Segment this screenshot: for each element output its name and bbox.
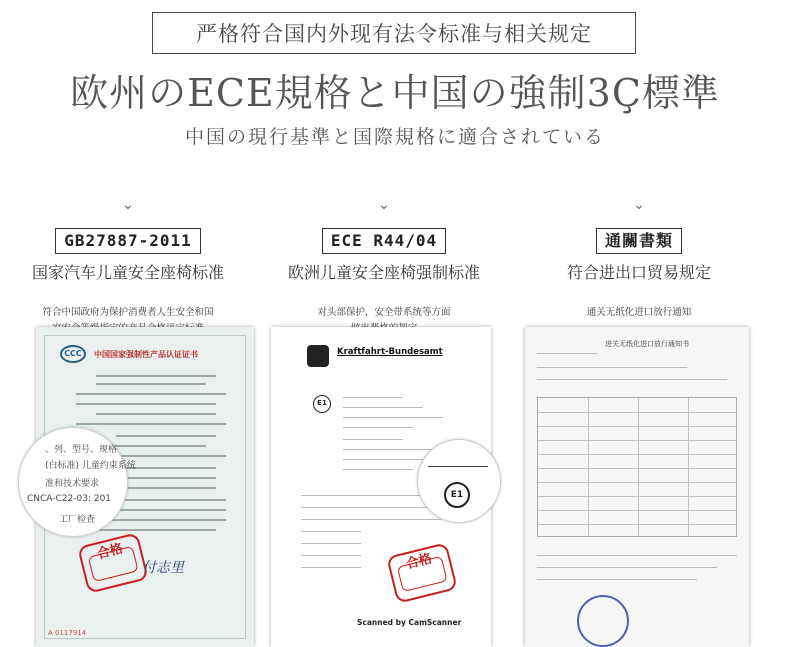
authority-name: Kraftfahrt-Bundesamt [337, 347, 443, 357]
scanner-watermark: Scanned by CamScanner [357, 618, 462, 627]
ece-certificate-image [271, 327, 491, 647]
chevron-down-icon: ⌄ [378, 197, 390, 213]
ccc-certificate-image [27, 327, 254, 647]
signature: 付志里 [142, 560, 184, 576]
standard-name: 欧洲儿童安全座椅强制标准 [287, 263, 480, 282]
serial-number: A 0117914 [48, 629, 87, 637]
magnifier-circle: 、列、型号、规格 (白标准) 儿童约束系统 准和技术要求 CNCA-C22-03: 201 工厂检查 [18, 427, 128, 537]
page-subline: 中国の現行基準と国際規格に適合されている [184, 126, 605, 148]
chevron-down-icon: ⌄ [122, 197, 134, 213]
page-headline: 欧州のECE規格と中国の強制3Ç標準 [70, 71, 720, 115]
standard-description: 对头部保护，安全带系统等方面 [317, 307, 451, 318]
e1-mark-icon: E1 [444, 482, 470, 508]
ccc-logo-icon: CCC [60, 345, 86, 363]
standard-code-badge: ECE R44/04 [322, 228, 446, 254]
pass-stamp: 合格 [77, 532, 149, 594]
customs-notice-image [525, 327, 749, 647]
certificate-title: 中国国家强制性产品认证证书 [94, 350, 198, 359]
notice-table [537, 397, 737, 537]
chevron-down-icon: ⌄ [633, 197, 645, 213]
standard-description: 通关无纸化进口放行通知 [586, 307, 692, 318]
standard-description: 符合中国政府为保护消费者人生安全和国 [42, 307, 214, 318]
e1-mark-icon: E1 [313, 395, 331, 413]
standard-code-badge: 通關書類 [596, 228, 682, 254]
magnifier-circle [417, 439, 501, 523]
pass-stamp: 合格 [386, 542, 458, 604]
standard-column-gb [3, 196, 253, 337]
standard-column-ece [259, 196, 509, 337]
customs-seal [577, 595, 629, 647]
top-standards-box: 严格符合国内外现有法令标准与相关规定 [152, 12, 636, 54]
standard-name: 国家汽车儿童安全座椅标准 [31, 263, 224, 282]
standard-code-badge: GB27887-2011 [55, 228, 201, 254]
standard-name: 符合进出口贸易规定 [566, 263, 711, 282]
standard-column-customs [514, 196, 764, 321]
notice-title: 进关无纸化进口放行通知书 [605, 340, 689, 348]
eagle-emblem-icon [307, 345, 329, 367]
